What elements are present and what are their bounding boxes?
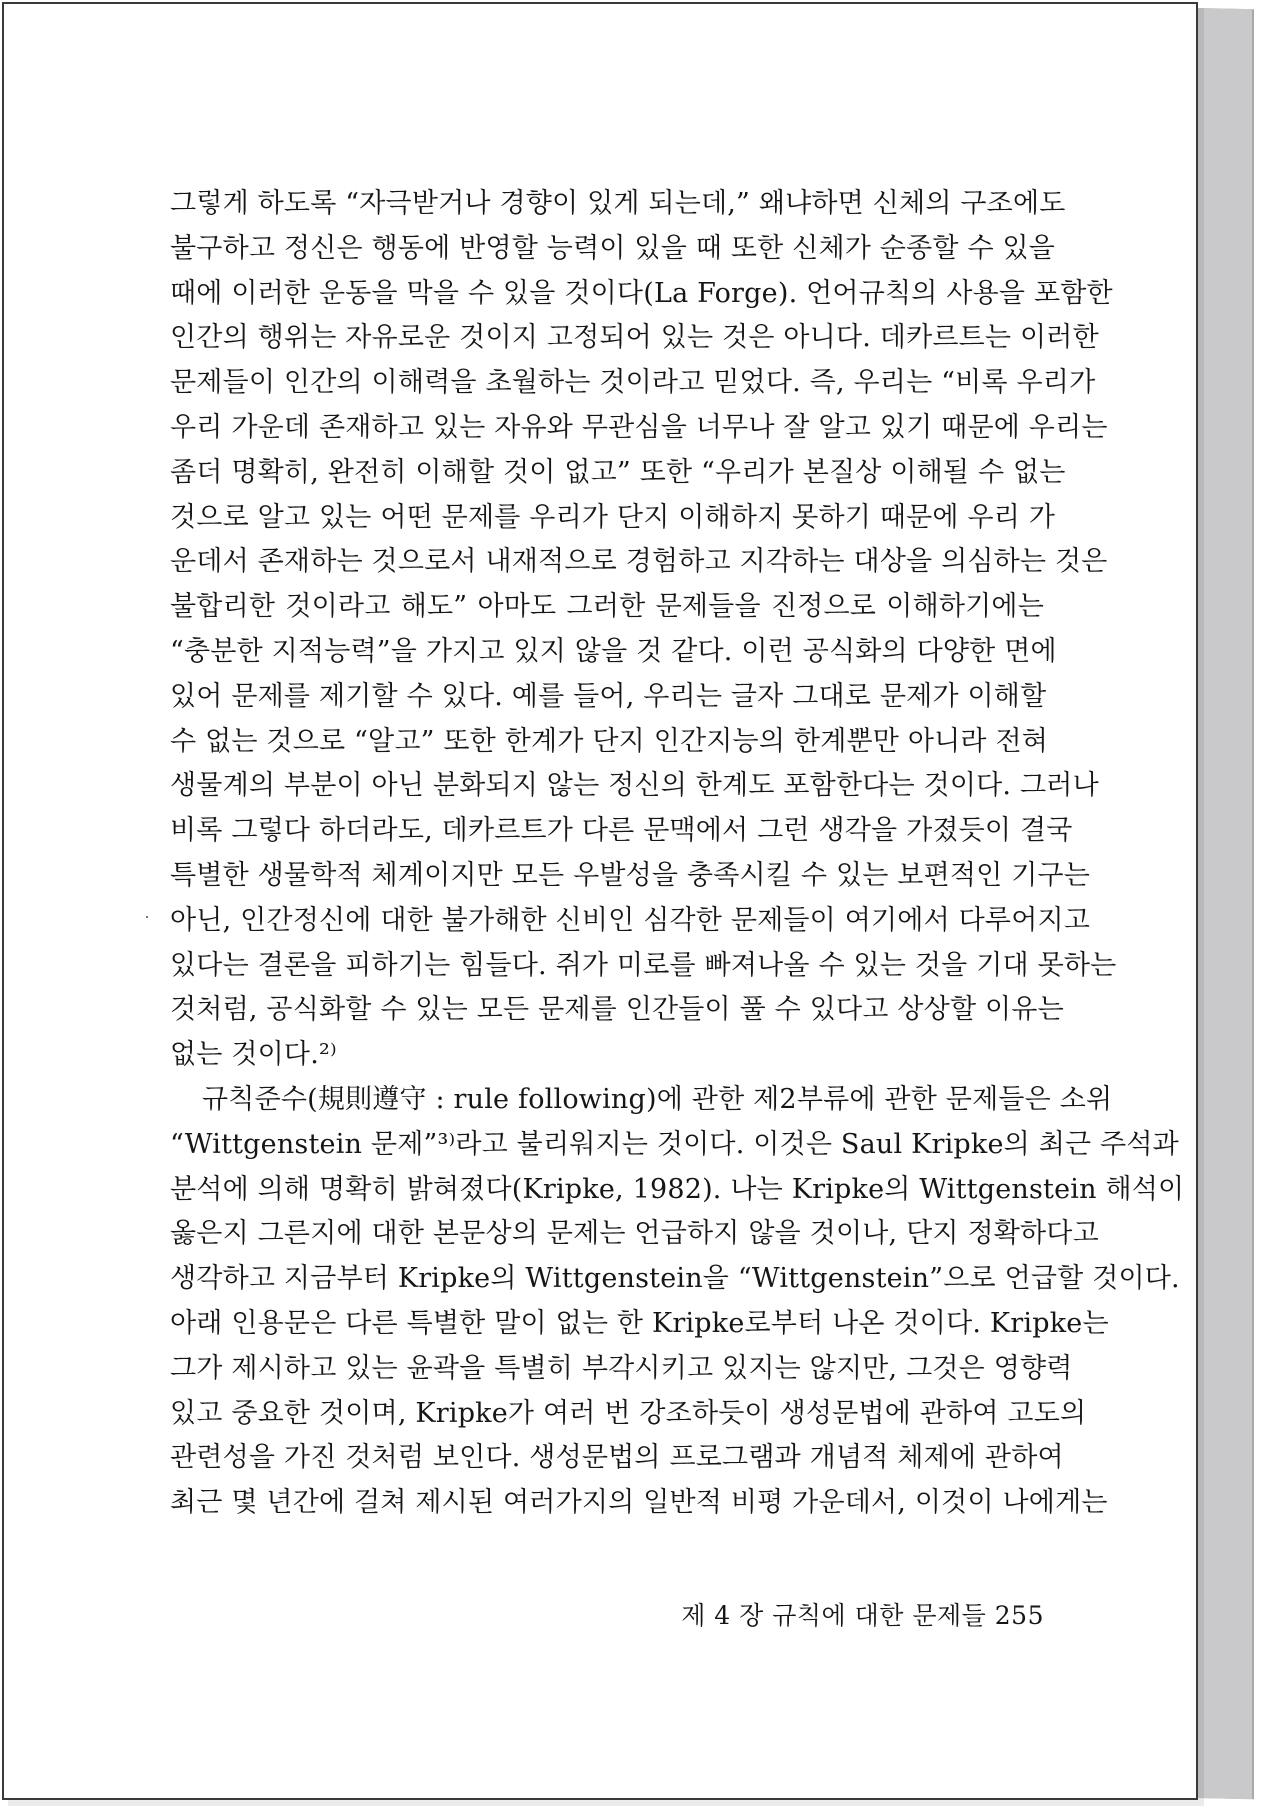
text-line: 그가 제시하고 있는 윤곽을 특별히 부각시키고 있지는 않지만, 그것은 영향력: [170, 1352, 1073, 1384]
text-line: 있고 중요한 것이며, Kripke가 여러 번 강조하듯이 생성문법에 관하여 고도의: [170, 1397, 1087, 1429]
stray-mark: [146, 916, 148, 918]
text-line: 아래 인용문은 다른 특별한 말이 없는 한 Kripke로부터 나온 것이다. Kripke는: [170, 1307, 1109, 1339]
text-line: “Wittgenstein 문제”³⁾라고 불리워지는 것이다. 이것은 Saul Kripke의 최근 주석과: [170, 1128, 1179, 1160]
text-line: 좀더 명확히, 완전히 이해할 것이 없고” 또한 “우리가 본질상 이해될 수 없는: [170, 456, 1066, 488]
text-line: 있어 문제를 제기할 수 있다. 예를 들어, 우리는 글자 그대로 문제가 이해할: [170, 680, 1047, 712]
book-page: [2, 2, 1198, 1800]
text-line: 있다는 결론을 피하기는 힘들다. 쥐가 미로를 빠져나올 수 있는 것을 기대 못하는: [170, 949, 1117, 981]
text-line: 옳은지 그른지에 대한 본문상의 문제는 언급하지 않을 것이나, 단지 정확하다고: [170, 1218, 1099, 1250]
text-line: 그렇게 하도록 “자극받거나 경향이 있게 되는데,” 왜냐하면 신체의 구조에도: [170, 188, 1066, 219]
text-line: 불합리한 것이라고 해도” 아마도 그러한 문제들을 진정으로 이해하기에는: [170, 591, 1044, 623]
text-line: 관련성을 가진 것처럼 보인다. 생성문법의 프로그램과 개념적 체제에 관하여: [170, 1442, 1064, 1474]
text-line: 불구하고 정신은 행동에 반영할 능력이 있을 때 또한 신체가 순종할 수 있을: [170, 232, 1056, 264]
text-line: 때에 이러한 운동을 막을 수 있을 것이다(La Forge). 언어규칙의 사용을 포함한: [170, 277, 1113, 309]
text-line: 없는 것이다.²⁾: [170, 1039, 337, 1071]
page-edge-shadow: [1196, 8, 1252, 1799]
text-line: 우리 가운데 존재하고 있는 자유와 무관심을 너무나 잘 알고 있기 때문에 우리는: [170, 411, 1108, 443]
text-line: 생각하고 지금부터 Kripke의 Wittgenstein을 “Wittgenstein”으로 언급할 것이다.: [170, 1263, 1180, 1295]
text-line: 것처럼, 공식화할 수 있는 모든 문제를 인간들이 풀 수 있다고 상상할 이유는: [170, 994, 1064, 1026]
text-line: “충분한 지적능력”을 가지고 있지 않을 것 같다. 이런 공식화의 다양한 면에: [170, 635, 1057, 667]
body-text: [170, 182, 1185, 1526]
text-line: 특별한 생물학적 체계이지만 모든 우발성을 충족시킬 수 있는 보편적인 기구는: [170, 859, 1091, 891]
text-line: 운데서 존재하는 것으로서 내재적으로 경험하고 지각하는 대상을 의심하는 것은: [170, 546, 1108, 578]
text-line: 생물계의 부분이 아닌 분화되지 않는 정신의 한계도 포함한다는 것이다. 그러나: [170, 770, 1099, 802]
text-line: 인간의 행위는 자유로운 것이지 고정되어 있는 것은 아니다. 데카르트는 이러한: [170, 322, 1099, 354]
page-footer: 제 4 장 규칙에 대한 문제들 255: [681, 1601, 1044, 1630]
text-line: 비록 그렇다 하더라도, 데카르트가 다른 문맥에서 그런 생각을 가졌듯이 결국: [170, 815, 1073, 847]
text-line: 최근 몇 년간에 걸쳐 제시된 여러가지의 일반적 비평 가운데서, 이것이 나에게는: [170, 1487, 1108, 1519]
text-line: 것으로 알고 있는 어떤 문제를 우리가 단지 이해하지 못하기 때문에 우리 가: [170, 501, 1056, 533]
text-line: 문제들이 인간의 이해력을 초월하는 것이라고 믿었다. 즉, 우리는 “비록 우리가: [170, 367, 1096, 399]
text-line: 아닌, 인간정신에 대한 불가해한 신비인 심각한 문제들이 여기에서 다루어지고: [170, 904, 1091, 936]
text-line: 수 없는 것으로 “알고” 또한 한계가 단지 인간지능의 한계뿐만 아니라 전혀: [170, 725, 1049, 757]
text-line: 분석에 의해 명확히 밝혀졌다(Kripke, 1982). 나는 Kripke의 Wittgenstein 해석이: [170, 1173, 1185, 1205]
text-line: 규칙준수(規則遵守 : rule following)에 관한 제2부류에 관한 문제들은 소위: [202, 1083, 1113, 1115]
